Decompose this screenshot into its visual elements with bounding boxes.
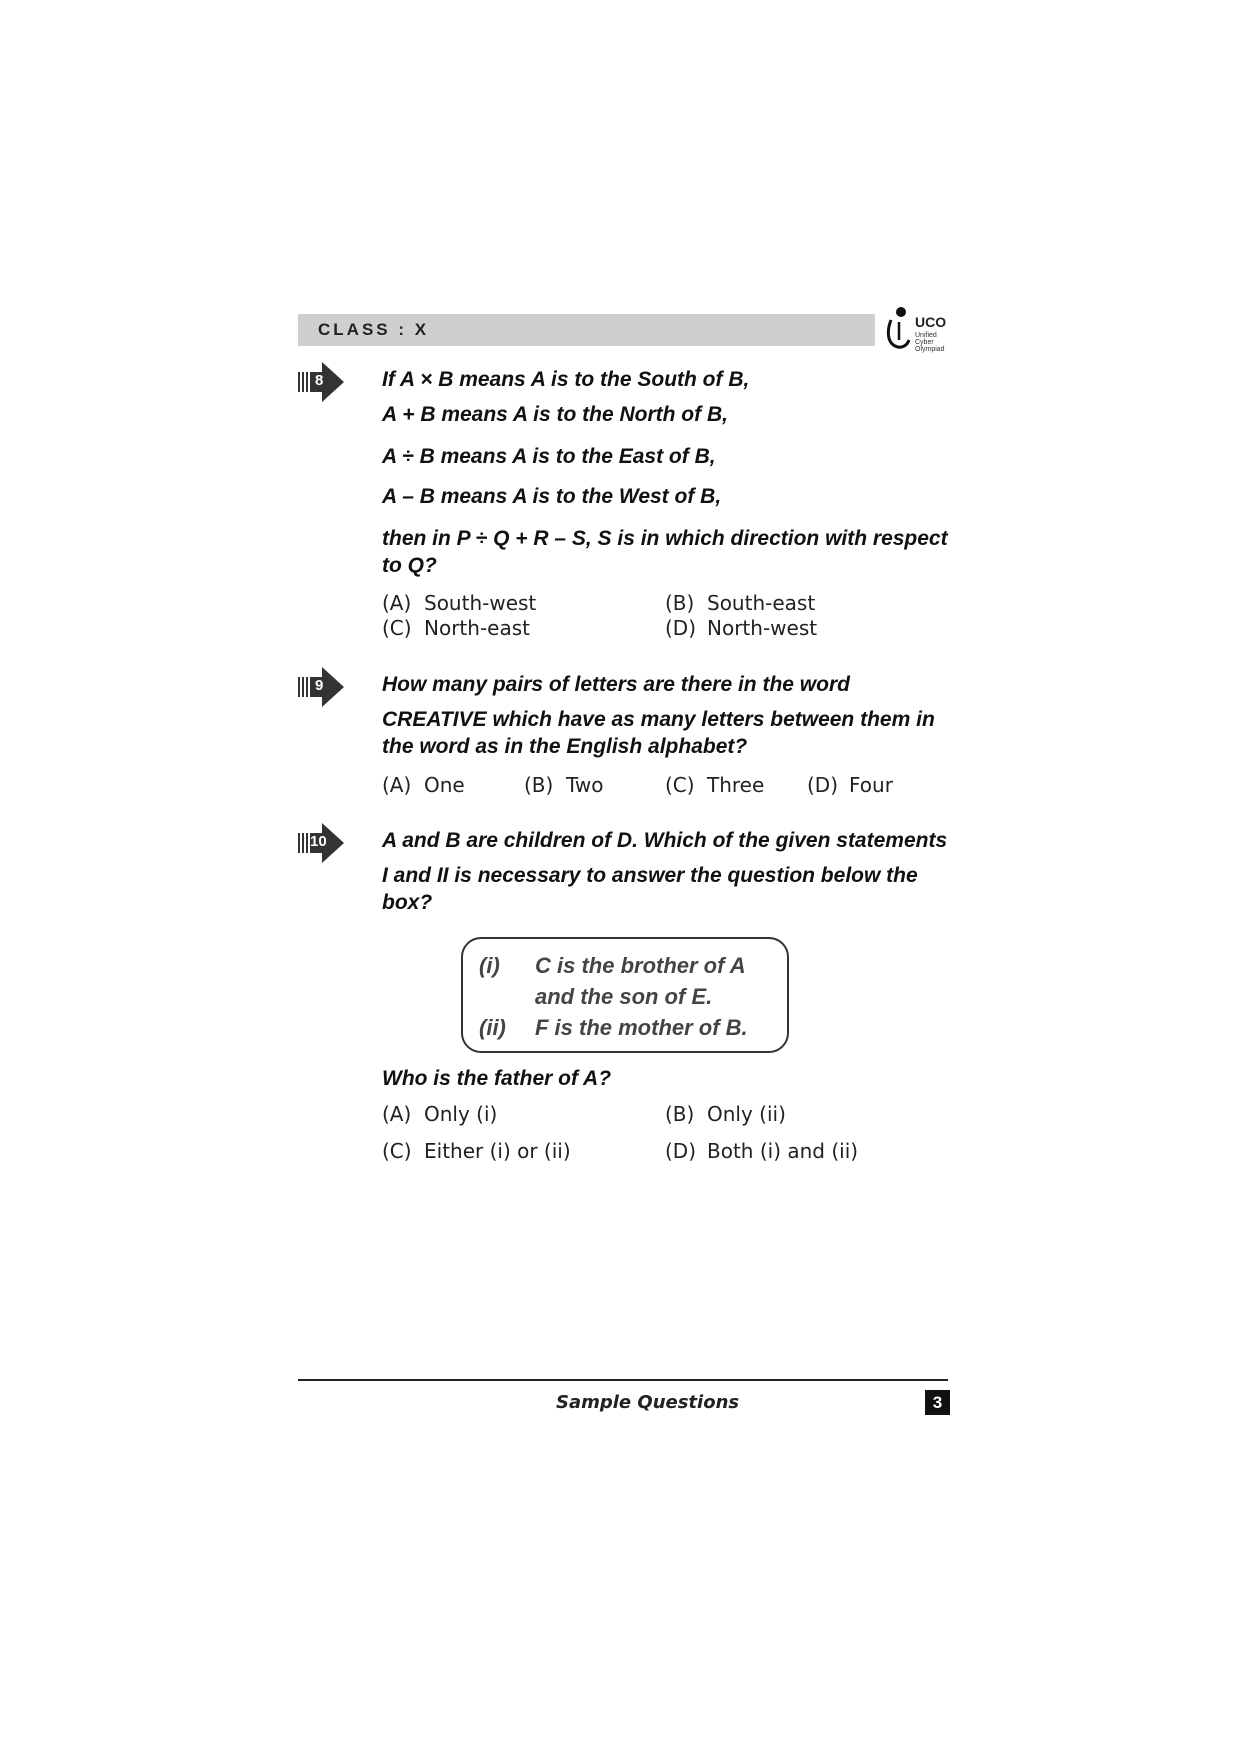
option-b xyxy=(524,773,604,797)
uco-logo xyxy=(885,306,957,354)
page-number: 3 xyxy=(925,1390,950,1415)
option-a xyxy=(382,773,465,797)
option-text: Either (i) or (ii) xyxy=(424,1139,571,1163)
question-number-badge xyxy=(298,667,346,707)
option-letter: (B) xyxy=(665,1102,695,1126)
statement-text: C is the brother of A xyxy=(535,953,746,978)
question-line: A + B means A is to the North of B, xyxy=(382,403,728,426)
question-line: then in P ÷ Q + R – S, S is in which direction with respect to Q? xyxy=(382,527,948,577)
logo-title: UCO xyxy=(915,314,947,330)
statement-number: (ii) xyxy=(479,1015,506,1040)
question-number: 8 xyxy=(315,372,324,389)
question-line: I and II is necessary to answer the question below the box? xyxy=(382,864,918,914)
option-a xyxy=(382,1102,497,1126)
option-letter: (C) xyxy=(382,616,412,640)
header-bar xyxy=(298,314,875,346)
option-d xyxy=(665,616,817,640)
option-letter: (D) xyxy=(807,773,839,797)
logo-sub-3: Olympiad xyxy=(915,346,945,353)
question-number: 10 xyxy=(310,833,327,850)
option-text: Four xyxy=(849,773,893,797)
question-line: CREATIVE which have as many letters between them in the word as in the English alphabet? xyxy=(382,708,935,758)
option-b xyxy=(665,591,815,615)
option-text: North-east xyxy=(424,616,530,640)
option-d xyxy=(665,1139,858,1163)
option-text: Both (i) and (ii) xyxy=(707,1139,859,1163)
option-text: Only (ii) xyxy=(707,1102,786,1126)
statement-number: (i) xyxy=(479,953,500,978)
option-text: North-west xyxy=(707,616,818,640)
option-text: Only (i) xyxy=(424,1102,498,1126)
option-text: One xyxy=(424,773,465,797)
footer-divider xyxy=(298,1379,948,1381)
question-line: A ÷ B means A is to the East of B, xyxy=(382,445,716,468)
option-text: Three xyxy=(707,773,765,797)
option-a xyxy=(382,591,536,615)
question-line: How many pairs of letters are there in the word xyxy=(382,673,850,696)
uco-logo-icon xyxy=(885,306,915,354)
statement-box xyxy=(461,937,789,1053)
logo-sub-1: Unified xyxy=(915,332,937,339)
statement-text: F is the mother of B. xyxy=(535,1015,748,1040)
option-letter: (B) xyxy=(665,591,695,615)
option-letter: (D) xyxy=(665,616,697,640)
question-number-badge xyxy=(298,362,346,402)
option-letter: (A) xyxy=(382,773,412,797)
option-letter: (B) xyxy=(524,773,554,797)
option-c xyxy=(382,616,530,640)
option-letter: (C) xyxy=(382,1139,412,1163)
footer-title: Sample Questions xyxy=(556,1392,740,1413)
option-c xyxy=(382,1139,571,1163)
option-c xyxy=(665,773,764,797)
option-letter: (A) xyxy=(382,591,412,615)
question-number: 9 xyxy=(315,677,324,694)
option-letter: (A) xyxy=(382,1102,412,1126)
option-d xyxy=(807,773,893,797)
option-text: Two xyxy=(566,773,604,797)
question-line: A – B means A is to the West of B, xyxy=(382,485,722,508)
question-line: If A × B means A is to the South of B, xyxy=(382,368,750,391)
option-text: South-east xyxy=(707,591,816,615)
question-number-badge xyxy=(298,823,346,863)
class-label: CLASS : X xyxy=(318,320,430,339)
option-text: South-west xyxy=(424,591,537,615)
option-b xyxy=(665,1102,786,1126)
option-letter: (C) xyxy=(665,773,695,797)
sub-question: Who is the father of A? xyxy=(382,1067,612,1090)
statement-text: and the son of E. xyxy=(535,984,713,1009)
option-letter: (D) xyxy=(665,1139,697,1163)
question-line: A and B are children of D. Which of the given statements xyxy=(382,829,948,852)
logo-sub-2: Cyber xyxy=(915,339,934,346)
